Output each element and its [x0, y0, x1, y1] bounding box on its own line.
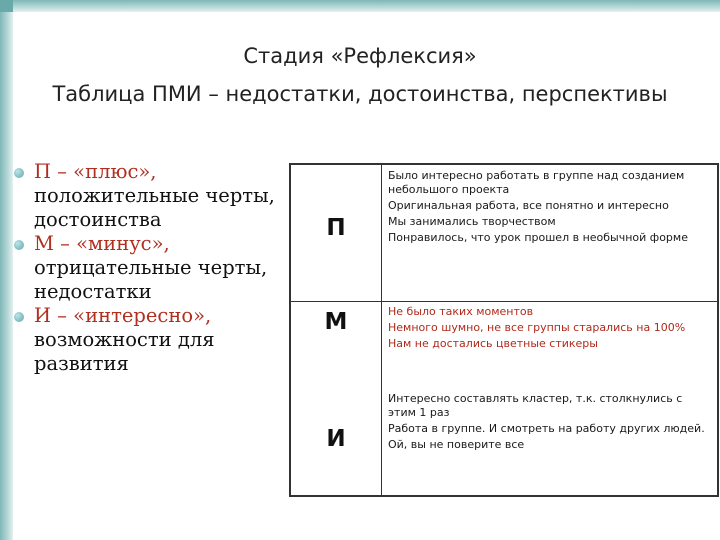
row-content	[388, 169, 713, 247]
bullet-text: возможности для развития	[34, 328, 215, 375]
row-content	[388, 392, 713, 454]
list-item: Интересно составлять кластер, т.к. столкнулись с этим 1 раз	[388, 392, 683, 419]
decorative-left-band	[0, 0, 13, 540]
table-row-minus	[291, 302, 717, 386]
bullet-marker: И – «интересно»,	[34, 304, 212, 327]
list-item: Не было таких моментов	[388, 305, 534, 318]
row-content	[388, 305, 713, 353]
decorative-top-band	[0, 0, 720, 12]
bullet-marker: М – «минус»,	[34, 232, 170, 255]
list-item: Ой, вы не поверите все	[388, 438, 525, 451]
bullet-text: отрицательные черты, недостатки	[34, 256, 268, 303]
list-item: Мы занимались творчеством	[388, 215, 556, 228]
slide-subtitle: Таблица ПМИ – недостатки, достоинства, перспективы	[52, 82, 668, 106]
bullet-dot-icon	[14, 312, 24, 322]
bullet-item-interesting	[14, 304, 276, 376]
bullet-dot-icon	[14, 168, 24, 178]
table-row-interesting	[291, 386, 717, 495]
list-item: Было интересно работать в группе над созданием небольшого проекта	[388, 169, 685, 196]
bullet-item-plus	[14, 160, 276, 232]
list-item: Понравилось, что урок прошел в необычной форме	[388, 231, 688, 244]
bullet-dot-icon	[14, 240, 24, 250]
slide-title: Стадия «Рефлексия»	[243, 44, 477, 68]
bullet-text: положительные черты, достоинства	[34, 184, 275, 231]
bullet-item-minus	[14, 232, 276, 304]
bullet-marker: П – «плюс»,	[34, 160, 157, 183]
row-letter: М	[324, 309, 348, 335]
list-item: Немного шумно, не все группы старались на 100%	[388, 321, 686, 334]
list-item: Работа в группе. И смотреть на работу других людей.	[388, 422, 705, 435]
table-row-plus	[291, 165, 717, 302]
pmi-table	[289, 163, 719, 497]
bullet-list	[14, 160, 276, 376]
list-item: Оригинальная работа, все понятно и интересно	[388, 199, 669, 212]
row-letter: П	[326, 215, 346, 241]
row-letter: И	[326, 426, 346, 452]
list-item: Нам не достались цветные стикеры	[388, 337, 598, 350]
decorative-corner	[0, 0, 13, 12]
